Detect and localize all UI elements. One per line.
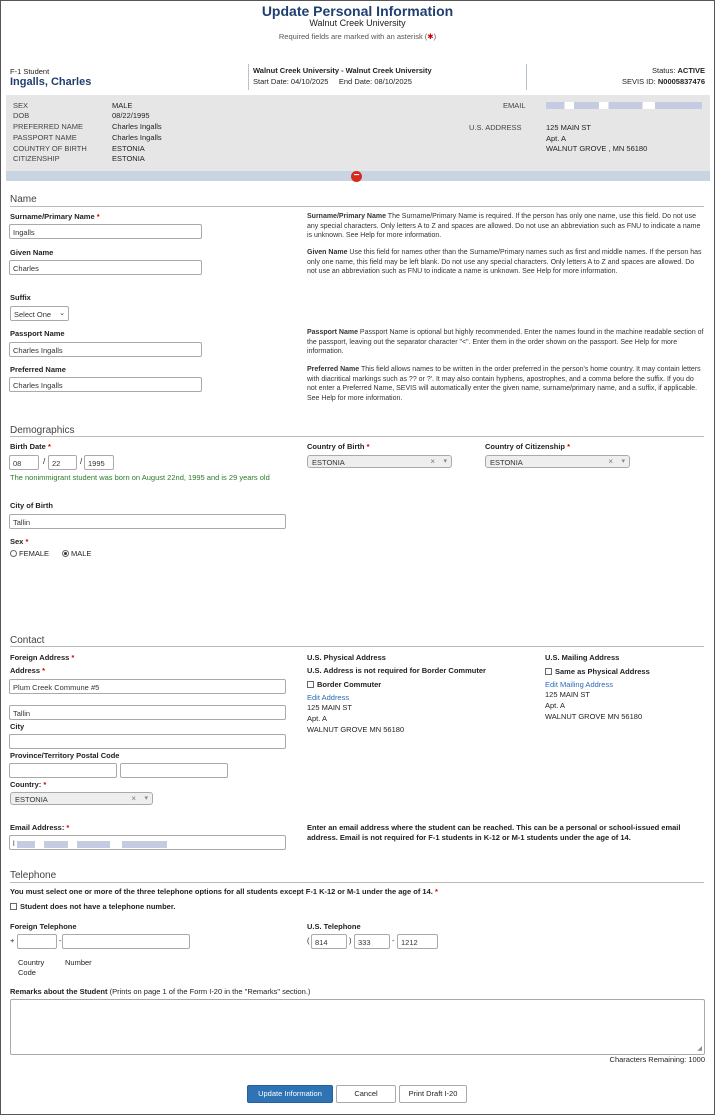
- preferred-name-label: Preferred Name: [10, 365, 66, 374]
- prefix-input[interactable]: 333: [354, 934, 390, 949]
- checkbox-icon: [545, 668, 552, 675]
- required-asterisk-icon: ✱: [427, 32, 434, 41]
- checkbox-icon: [307, 681, 314, 688]
- edit-mailing-address-link[interactable]: Edit Mailing Address: [545, 680, 613, 689]
- section-contact: Contact: [10, 635, 45, 646]
- foreign-address-line2[interactable]: Tallin: [9, 705, 286, 720]
- university-name: Walnut Creek University: [309, 18, 406, 28]
- passport-name-input[interactable]: Charles Ingalls: [9, 342, 202, 357]
- summary-panel: SEX MALE DOB 08/22/1995 PREFERRED NAME Charles Ingalls PASSPORT NAME Charles Ingalls COUNTRY OF BIRTH ESTONIA CITIZENSHIP ESTONIA EMAIL U.S. ADDRESS 125 MAIN ST Apt. A WALNUT GROVE , MN 56180: [6, 95, 710, 171]
- update-information-button[interactable]: Update Information: [247, 1085, 333, 1103]
- email-masked: [17, 841, 167, 848]
- city-of-birth-input[interactable]: Tallin: [9, 514, 286, 529]
- postal-code-input[interactable]: [120, 763, 228, 778]
- edit-address-link[interactable]: Edit Address: [307, 693, 350, 702]
- sevis-id: SEVIS ID: N0005837476: [622, 77, 705, 86]
- city-label: City: [10, 722, 25, 731]
- us-mailing-address-label: U.S. Mailing Address: [545, 653, 620, 662]
- cancel-button[interactable]: Cancel: [336, 1085, 396, 1103]
- chevron-down-icon: ▾: [621, 458, 625, 465]
- country-of-citizenship-select[interactable]: ESTONIA × ▾: [485, 455, 630, 468]
- student-type: F-1 Student: [10, 67, 50, 76]
- clear-icon: ×: [430, 457, 435, 466]
- section-telephone: Telephone: [10, 870, 57, 881]
- given-name-input[interactable]: Charles: [9, 260, 202, 275]
- area-code-input[interactable]: 814: [311, 934, 347, 949]
- email-help: Enter an email address where the student can be reached. This can be a personal or school-issued email address. Email is not required for F-1 students in K-12 or M-1 students under the age of 14.: [307, 823, 681, 842]
- country-label: Country: *: [10, 780, 47, 789]
- line-number-input[interactable]: 1212: [397, 934, 438, 949]
- email-input[interactable]: l: [9, 835, 286, 850]
- physical-address-line2: Apt. A: [307, 714, 328, 723]
- preferred-name-input[interactable]: Charles Ingalls: [9, 377, 202, 392]
- age-note: The nonimmigrant student was born on August 22nd, 1995 and is 29 years old: [10, 473, 270, 482]
- city-of-birth-label: City of Birth: [10, 501, 53, 510]
- province-postal-label: Province/Territory Postal Code: [10, 751, 120, 760]
- border-commuter-note: U.S. Address is not required for Border Commuter: [307, 666, 486, 675]
- birth-month-input[interactable]: 08: [9, 455, 39, 470]
- same-as-physical-checkbox[interactable]: Same as Physical Address: [545, 667, 650, 676]
- program-dates: Start Date: 04/10/2025 End Date: 08/10/2025: [253, 77, 412, 86]
- mailing-address-line3: WALNUT GROVE MN 56180: [545, 712, 643, 721]
- preferred-name-help: Preferred Name This field allows names to be written in the order preferred in the person's home country. It may contain letters with diacritical markings such as ?? or ?'. It may also contain hyphens, apostrophes, and a comma before the suffix. If you do not enter a Preferred Name, SEVIS will automatically enter the given name, surname/primary name, and a suffix, if applicable. See Help for more information.: [307, 366, 701, 402]
- us-telephone-label: U.S. Telephone: [307, 922, 361, 931]
- chevron-down-icon: ⌄: [59, 310, 65, 317]
- surname-help: Surname/Primary Name The Surname/Primary Name is required. If the person has only one name, use this field. Do not use any special characters. Only letters A to Z and spaces are allowed. Do not use an abbreviation such as FNU to indicate a name is unknown. See Help for more information.: [307, 213, 701, 239]
- radio-checked-icon: [62, 550, 69, 557]
- email-masked: [546, 102, 702, 109]
- foreign-address-label: Foreign Address *: [10, 653, 75, 662]
- birth-year-input[interactable]: 1995: [84, 455, 114, 470]
- foreign-address-line1[interactable]: Plum Creek Commune #5: [9, 679, 286, 694]
- chevron-down-icon: ▾: [144, 795, 148, 802]
- physical-address-line1: 125 MAIN ST: [307, 703, 353, 712]
- sex-label: Sex *: [10, 537, 29, 546]
- physical-address-line3: WALNUT GROVE MN 56180: [307, 725, 405, 734]
- remarks-textarea[interactable]: [10, 999, 705, 1055]
- birth-date-label: Birth Date *: [10, 442, 51, 451]
- border-commuter-checkbox[interactable]: Border Commuter: [307, 680, 381, 689]
- characters-remaining: Characters Remaining: 1000: [609, 1055, 705, 1064]
- number-caption: Number: [65, 958, 92, 967]
- clear-icon: ×: [608, 457, 613, 466]
- checkbox-icon: [10, 903, 17, 910]
- suffix-label: Suffix: [10, 293, 31, 302]
- surname-label: Surname/Primary Name *: [10, 212, 100, 221]
- country-of-birth-label: Country of Birth *: [307, 442, 370, 451]
- surname-input[interactable]: Ingalls: [9, 224, 202, 239]
- us-physical-address-label: U.S. Physical Address: [307, 653, 386, 662]
- required-note: Required fields are marked with an asterisk (✱): [278, 32, 437, 41]
- student-name: Ingalls, Charles: [10, 76, 92, 88]
- sex-female-radio[interactable]: FEMALE: [10, 549, 49, 560]
- given-name-label: Given Name: [10, 248, 54, 257]
- foreign-telephone-label: Foreign Telephone: [10, 922, 77, 931]
- province-input[interactable]: [9, 763, 117, 778]
- clear-icon: ×: [131, 794, 136, 803]
- given-name-help: Given Name Use this field for names other than the Surname/Primary names such as first and middle names. If the person has only one name, this field may be left blank. Do not use any special characters. Only letters A to Z and spaces are allowed. Do not use an abbreviation such as FNU to indicate a name is unknown. See Help for more information.: [307, 249, 702, 275]
- country-of-citizenship-label: Country of Citizenship *: [485, 442, 571, 451]
- resize-handle-icon: ◢: [697, 1046, 702, 1052]
- foreign-number-input[interactable]: [62, 934, 190, 949]
- no-telephone-checkbox[interactable]: Student does not have a telephone number.: [10, 902, 175, 911]
- print-draft-i20-button[interactable]: Print Draft I-20: [399, 1085, 467, 1103]
- passport-name-help: Passport Name Passport Name is optional but highly recommended. Enter the names found in the machine readable section of the passport, leaving out the separator character "<". Enter them in the order shown on the passport. See Help for more information.: [307, 329, 704, 355]
- status: Status: ACTIVE: [652, 66, 705, 75]
- suffix-select[interactable]: Select One ⌄: [10, 306, 69, 321]
- remarks-label: Remarks about the Student (Prints on page 1 of the Form I-20 in the "Remarks" section.): [10, 987, 311, 996]
- passport-name-label: Passport Name: [10, 329, 65, 338]
- country-code-input[interactable]: [17, 934, 57, 949]
- mailing-address-line2: Apt. A: [545, 701, 566, 710]
- radio-icon: [10, 550, 17, 557]
- section-name: Name: [10, 194, 37, 205]
- minus-circle-icon[interactable]: −: [351, 171, 362, 182]
- country-select[interactable]: ESTONIA × ▾: [10, 792, 153, 805]
- sex-male-radio[interactable]: MALE: [62, 549, 91, 560]
- address-label: Address *: [10, 666, 46, 675]
- school-name: Walnut Creek University - Walnut Creek University: [253, 66, 432, 75]
- page-title: Update Personal Information: [261, 3, 454, 19]
- section-demographics: Demographics: [10, 425, 75, 436]
- telephone-note: You must select one or more of the three telephone options for all students except F-1 K-12 or M-1 under the age of 14. *: [10, 887, 438, 896]
- city-input[interactable]: [9, 734, 286, 749]
- country-code-caption: Country Code: [18, 958, 45, 977]
- email-label: Email Address: *: [10, 823, 70, 832]
- chevron-down-icon: ▾: [443, 458, 447, 465]
- birth-day-input[interactable]: 22: [48, 455, 77, 470]
- country-of-birth-select[interactable]: ESTONIA × ▾: [307, 455, 452, 468]
- mailing-address-line1: 125 MAIN ST: [545, 690, 591, 699]
